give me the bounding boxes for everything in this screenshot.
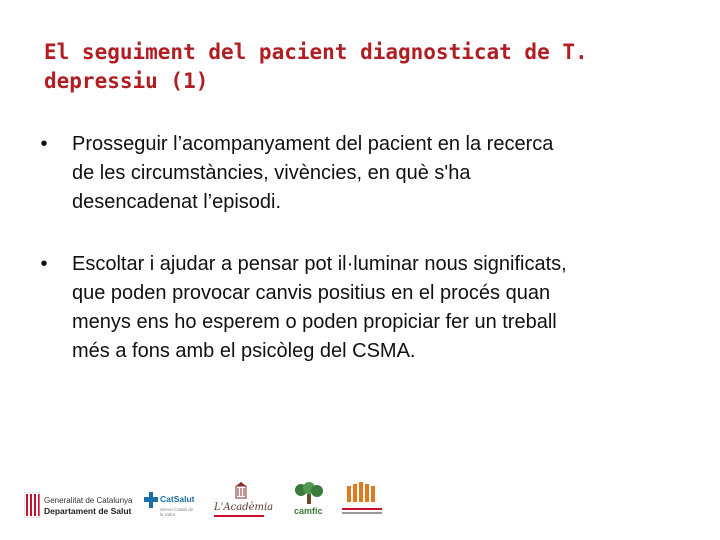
footer-logos xyxy=(22,480,402,524)
catsalut-subtitle: Servei Català de la Salut xyxy=(160,507,194,517)
bullet-item xyxy=(34,130,684,217)
bullet-line: Escoltar i ajudar a pensar pot il·luminar nous significats, xyxy=(72,253,567,275)
bullet-list xyxy=(34,130,684,399)
camfic-name: camfic xyxy=(294,506,323,516)
generalitat-line2: Departament de Salut xyxy=(44,506,132,516)
bullet-symbol: • xyxy=(40,253,48,275)
hands-logo-icon xyxy=(344,482,378,504)
academia-logo xyxy=(214,480,286,524)
generalitat-flag-icon xyxy=(24,492,40,518)
catsalut-name: CatSalut xyxy=(160,494,195,504)
title-line-2: depressiu (1) xyxy=(44,69,209,93)
bullet-line: que poden provocar canvis positius en el procés quan xyxy=(72,282,551,304)
catsalut-cross-icon xyxy=(144,492,158,508)
academia-name: L'Acadèmia xyxy=(214,502,274,513)
bullet-symbol: • xyxy=(40,133,48,155)
bullet-line: desencadenat l’episodi. xyxy=(72,191,282,213)
bullet-line: menys ens ho esperem o poden propiciar fer un treball xyxy=(72,311,557,333)
camfic-logo xyxy=(290,480,334,524)
bullet-line: més a fons amb el psicòleg del CSMA. xyxy=(72,340,416,362)
hands-logo-line-2 xyxy=(342,512,382,514)
camfic-tree-icon xyxy=(292,482,326,504)
slide-title xyxy=(44,38,684,96)
academia-underline xyxy=(214,515,264,517)
hands-logo-line-1 xyxy=(342,508,382,510)
hands-logo xyxy=(342,480,386,524)
generalitat-line1: Generalitat de Catalunya xyxy=(44,496,133,505)
catsalut-logo xyxy=(144,480,214,524)
bullet-item xyxy=(34,250,684,366)
bullet-line: Prosseguir l’acompanyament del pacient en la recerca xyxy=(72,133,554,155)
bullet-line: de les circumstàncies, vivències, en què s'ha xyxy=(72,162,471,184)
title-line-1: El seguiment del pacient diagnosticat de T. xyxy=(44,40,588,64)
generalitat-logo xyxy=(22,480,144,524)
academia-emblem-icon xyxy=(234,482,248,500)
